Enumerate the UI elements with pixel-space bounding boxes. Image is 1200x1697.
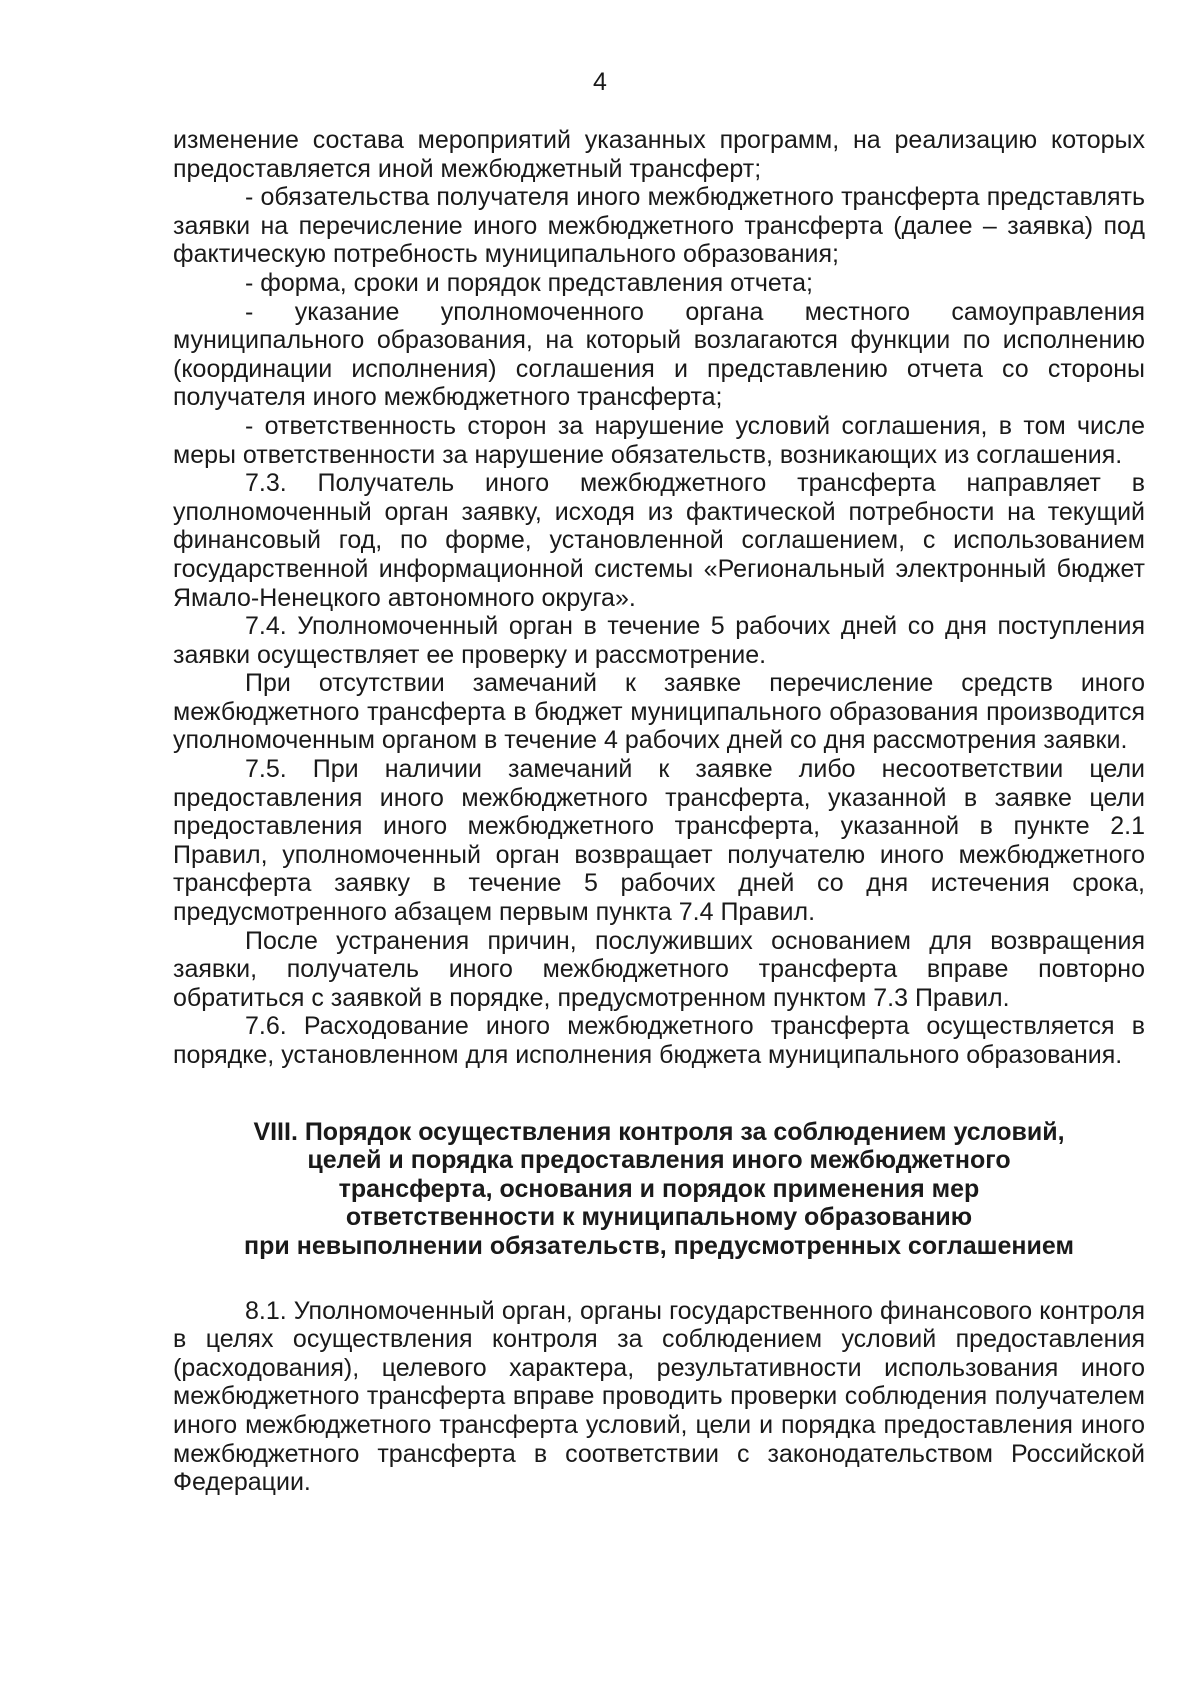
section-heading-line: ответственности к муниципальному образованию [345, 1203, 973, 1232]
section-heading-line: целей и порядка предоставления иного межбюджетного [307, 1146, 1011, 1175]
page-number: 4 [593, 68, 607, 96]
document-body [173, 126, 1145, 1497]
paragraph: изменение состава мероприятий указанных программ, на реализацию которых предоставляется иной межбюджетный трансферт; [173, 126, 1145, 183]
paragraph: - форма, сроки и порядок представления отчета; [245, 268, 814, 297]
section-heading-line: трансферта, основания и порядок применения мер [338, 1174, 980, 1203]
paragraph: - обязательства получателя иного межбюджетного трансферта представлять заявки на перечисление иного межбюджетного трансферта (далее – заявка) под фактическую потребность муниципального образования; [173, 183, 1145, 269]
paragraph: 7.3. Получатель иного межбюджетного трансферта направляет в уполномоченный орган заявку, исходя из фактической потребности на текущий финансовый год, по форме, установленной соглашением, с использованием государственной информационной системы «Региональный электронный бюджет Ямало-Ненецкого автономного округа». [173, 469, 1145, 612]
paragraphs-after [173, 1297, 1145, 1497]
paragraph: 7.6. Расходование иного межбюджетного трансферта осуществляется в порядке, установленном для исполнения бюджета муниципального образования. [173, 1012, 1145, 1069]
paragraphs-before [173, 126, 1145, 1070]
section-heading-line: при невыполнении обязательств, предусмотренных соглашением [244, 1231, 1074, 1260]
paragraph: - указание уполномоченного органа местного самоуправления муниципального образования, на который возлагаются функции по исполнению (координации исполнения) соглашения и представлению отчета со стороны получателя иного межбюджетного трансферта; [173, 297, 1145, 412]
paragraph: - ответственность сторон за нарушение условий соглашения, в том числе меры ответственности за нарушение обязательств, возникающих из соглашения. [173, 411, 1145, 469]
section-heading-line: VIII. Порядок осуществления контроля за соблюдением условий, [253, 1117, 1065, 1146]
paragraph: После устранения причин, послуживших основанием для возвращения заявки, получатель иного межбюджетного трансферта вправе повторно обратиться с заявкой в порядке, предусмотренном пунктом 7.3 Правил. [173, 926, 1145, 1012]
paragraph: 7.4. Уполномоченный орган в течение 5 рабочих дней со дня поступления заявки осуществляет ее проверку и рассмотрение. [173, 612, 1145, 669]
section-heading [173, 1118, 1145, 1261]
paragraph: 7.5. При наличии замечаний к заявке либо несоответствии цели предоставления иного межбюджетного трансферта, указанной в заявке цели предоставления иного межбюджетного трансферта, указанной в пункте 2.1 Правил, уполномоченный орган возвращает получателю иного межбюджетного трансферта заявку в течение 5 рабочих дней со дня истечения срока, предусмотренного абзацем первым пункта 7.4 Правил. [173, 755, 1145, 927]
paragraph: 8.1. Уполномоченный орган, органы государственного финансового контроля в целях осуществления контроля за соблюдением условий предоставления (расходования), целевого характера, результативности использования иного межбюджетного трансферта вправе проводить проверки соблюдения получателем иного межбюджетного трансферта условий, цели и порядка предоставления иного межбюджетного трансферта в соответствии с законодательством Российской Федерации. [173, 1296, 1145, 1497]
paragraph: При отсутствии замечаний к заявке перечисление средств иного межбюджетного трансферта в бюджет муниципального образования производится уполномоченным органом в течение 4 рабочих дней со дня рассмотрения заявки. [173, 669, 1145, 755]
